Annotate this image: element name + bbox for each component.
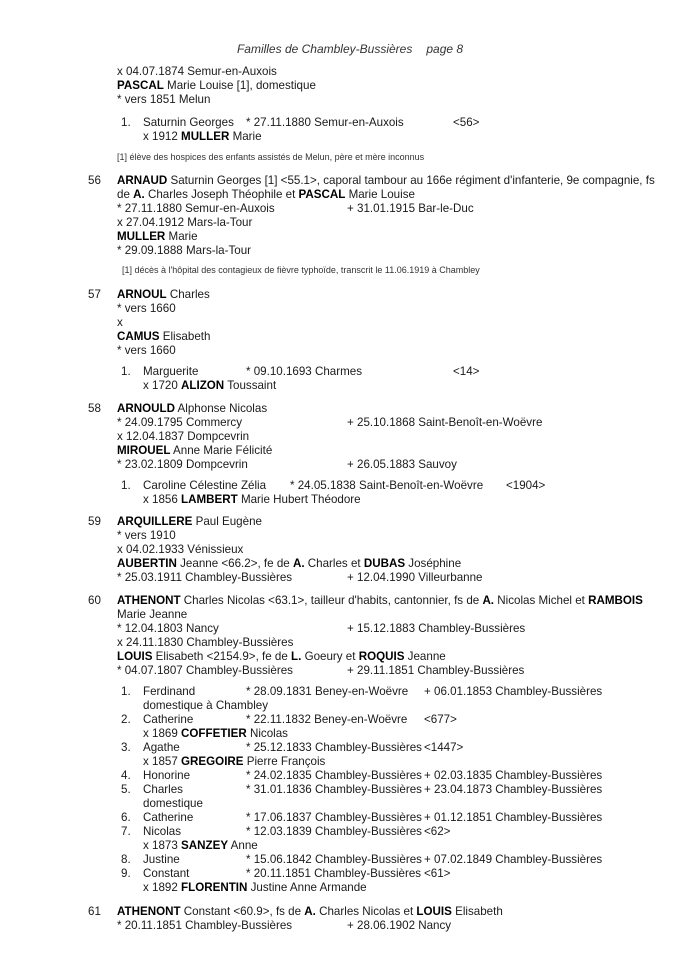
- text: Elisabeth <2154.9>, fe de: [152, 650, 292, 663]
- child-birth: * 24.02.1835 Chambley-Bussières: [246, 769, 422, 782]
- child-birth: * 28.09.1831 Beney-en-Woëvre: [246, 685, 409, 698]
- marriage-year: x 1869: [143, 727, 182, 740]
- child-ref: <56>: [453, 116, 480, 129]
- text: Charles et: [304, 557, 364, 570]
- spouse-given-names: Anne Marie Félicité: [170, 444, 273, 457]
- child-birth: * 27.11.1880 Semur-en-Auxois: [246, 116, 404, 129]
- surname: ATHENONT: [117, 905, 181, 918]
- marriage-info: x 12.04.1837 Dompcevrin: [117, 430, 250, 443]
- child-birth: * 20.11.1851 Chambley-Bussières: [246, 867, 422, 880]
- spouse-given-names: Nicolas: [246, 727, 288, 740]
- death-info: + 28.06.1902 Nancy: [347, 919, 452, 932]
- marriage-info: x 27.04.1912 Mars-la-Tour: [117, 216, 253, 229]
- text: Goeury et: [301, 650, 359, 663]
- child-name: Ferdinand: [143, 685, 196, 698]
- surname: ARNOUL: [117, 288, 167, 301]
- child-number: 1.: [121, 116, 131, 129]
- surname: ARQUILLERE: [117, 515, 193, 528]
- entry-number: 56: [88, 174, 101, 187]
- spouse-surname: LAMBERT: [181, 493, 238, 506]
- death-info: + 15.12.1883 Chambley-Bussières: [347, 622, 526, 635]
- spouse-death: + 29.11.1851 Chambley-Bussières: [347, 664, 525, 677]
- death-info: + 31.01.1915 Bar-le-Duc: [347, 202, 474, 215]
- given-names: Paul Eugène: [192, 515, 262, 528]
- child-number: 6.: [121, 811, 131, 824]
- child-name: Constant: [143, 867, 190, 880]
- child-birth: * 15.06.1842 Chambley-Bussières: [246, 853, 422, 866]
- surname: ATHENONT: [117, 594, 181, 607]
- child-name: Nicolas: [143, 825, 182, 838]
- child-ref: <14>: [453, 365, 480, 378]
- spouse-given-names: Elisabeth: [159, 330, 211, 343]
- text: Elisabeth: [451, 905, 503, 918]
- surname: ARNAUD: [117, 174, 168, 187]
- mother-surname: RAMBOIS: [588, 594, 643, 607]
- child-ref: <1447>: [424, 741, 464, 754]
- text: Charles Nicolas et: [315, 905, 417, 918]
- child-number: 2.: [121, 713, 131, 726]
- child-name: Charles: [143, 783, 183, 796]
- prelude-spouse-birth: * vers 1851 Melun: [117, 93, 211, 106]
- child-ref: <62>: [424, 825, 451, 838]
- spouse-birth: * 29.09.1888 Mars-la-Tour: [117, 244, 252, 257]
- text: Charles Nicolas <63.1>, tailleur d'habits, cantonnier, fs de: [180, 594, 483, 607]
- child-marriage: [143, 493, 361, 507]
- spouse-name: [117, 330, 210, 344]
- text: Nicolas Michel et: [494, 594, 589, 607]
- father-initial: L.: [291, 650, 302, 663]
- marriage-year: x 1912: [143, 130, 182, 143]
- child-ref: <61>: [424, 867, 451, 880]
- child-death: + 01.12.1851 Chambley-Bussières: [424, 811, 603, 824]
- text: Marie Louise: [345, 188, 415, 201]
- marriage-year: x 1873: [143, 839, 182, 852]
- spouse-given-names: Marie: [165, 230, 198, 243]
- spouse-surname: GREGOIRE: [181, 755, 244, 768]
- child-number: 8.: [121, 853, 131, 866]
- entry-number: 59: [88, 515, 101, 528]
- spouse-surname: MIROUEL: [117, 444, 171, 457]
- spouse-death: + 12.04.1990 Villeurbanne: [347, 571, 483, 584]
- child-death: + 02.03.1835 Chambley-Bussières: [424, 769, 603, 782]
- entry-parents: [117, 188, 415, 202]
- spouse-given-names: Marie: [229, 130, 262, 143]
- mother-surname: DUBAS: [363, 557, 406, 570]
- spouse-birth: * 04.07.1807 Chambley-Bussières: [117, 664, 293, 677]
- child-name: Agathe: [143, 741, 180, 754]
- text: Jeanne: [404, 650, 446, 663]
- spouse-surname: LOUIS: [117, 650, 153, 663]
- given-names: Charles: [166, 288, 210, 301]
- child-number: 3.: [121, 741, 131, 754]
- child-number: 1.: [121, 479, 131, 492]
- spouse-birth: * 23.02.1809 Dompcevrin: [117, 458, 248, 471]
- child-name: Justine: [143, 853, 180, 866]
- text: Joséphine: [405, 557, 462, 570]
- spouse-given-names: Toussaint: [224, 379, 277, 392]
- child-birth: * 17.06.1837 Chambley-Bussières: [246, 811, 422, 824]
- child-number: 7.: [121, 825, 131, 838]
- spouse-surname: SANZEY: [181, 839, 229, 852]
- mother-surname: PASCAL: [298, 188, 346, 201]
- father-initial: A.: [482, 594, 495, 607]
- mother-given-names: Marie Jeanne: [117, 608, 188, 621]
- child-number: 1.: [121, 685, 131, 698]
- mother-surname: ROQUIS: [358, 650, 405, 663]
- father-initial: A.: [292, 557, 305, 570]
- child-number: 4.: [121, 769, 131, 782]
- entry-number: 61: [88, 905, 101, 918]
- child-birth: * 31.01.1836 Chambley-Bussières: [246, 783, 422, 796]
- child-marriage: [143, 727, 288, 741]
- spouse-name: [117, 444, 272, 458]
- spouse-birth: * vers 1660: [117, 344, 176, 357]
- spouse-surname: ALIZON: [181, 379, 225, 392]
- birth-info: * 20.11.1851 Chambley-Bussières: [117, 919, 293, 932]
- entry-heading: [117, 905, 503, 919]
- mother-surname: LOUIS: [416, 905, 452, 918]
- father-initial: A.: [304, 905, 316, 918]
- text: Jeanne <66.2>, fe de: [176, 557, 293, 570]
- child-occupation: domestique à Chambley: [143, 699, 269, 712]
- child-death: + 06.01.1853 Chambley-Bussières: [424, 685, 603, 698]
- father-initial: A.: [133, 188, 145, 201]
- entry-number: 58: [88, 402, 101, 415]
- birth-info: * 12.04.1803 Nancy: [117, 622, 219, 635]
- spouse-death: + 26.05.1883 Sauvoy: [347, 458, 457, 471]
- spouse-given-names: Pierre François: [243, 755, 326, 768]
- death-info: + 25.10.1868 Saint-Benoît-en-Woëvre: [347, 416, 543, 429]
- text: de: [117, 188, 134, 201]
- entry-heading: [117, 515, 262, 529]
- page-header: [0, 42, 700, 56]
- child-ref: <1904>: [506, 479, 546, 492]
- entry-details: Saturnin Georges [1] <55.1>, caporal tambour au 166e régiment d'infanterie, 9e compagnie, fs: [167, 174, 655, 187]
- child-name: Caroline Célestine Zélia: [143, 479, 267, 492]
- child-birth: * 12.03.1839 Chambley-Bussières: [246, 825, 422, 838]
- spouse-surname: COFFETIER: [181, 727, 247, 740]
- spouse-surname: CAMUS: [117, 330, 160, 343]
- child-number: 9.: [121, 867, 131, 880]
- spouse-given-names: Marie Hubert Théodore: [237, 493, 361, 506]
- prelude-marriage: x 04.07.1874 Semur-en-Auxois: [117, 65, 277, 78]
- child-name: Marguerite: [143, 365, 199, 378]
- birth-info: * vers 1660: [117, 302, 176, 315]
- birth-info: * vers 1910: [117, 529, 176, 542]
- entry-heading: [117, 402, 267, 416]
- spouse-surname: MULLER: [117, 230, 166, 243]
- birth-info: * 24.09.1795 Commercy: [117, 416, 243, 429]
- spouse-surname: AUBERTIN: [117, 557, 177, 570]
- header-page-number: page 8: [426, 42, 464, 56]
- marriage-year: x 1856: [143, 493, 182, 506]
- spouse-name: [117, 230, 198, 244]
- spouse-name: [117, 557, 461, 571]
- marriage-year: x 1857: [143, 755, 182, 768]
- entry-number: 60: [88, 594, 101, 607]
- child-marriage: [143, 379, 276, 393]
- child-birth: * 25.12.1833 Chambley-Bussières: [246, 741, 422, 754]
- child-name: Catherine: [143, 713, 194, 726]
- marriage-year: x 1720: [143, 379, 182, 392]
- spouse-surname: PASCAL: [117, 79, 164, 92]
- footnote: [1] décès à l'hôpital des contagieux de fièvre typhoïde, transcrit le 11.06.1919 à Chambley: [122, 265, 480, 275]
- entry-number: 57: [88, 288, 101, 301]
- child-ref: <677>: [424, 713, 457, 726]
- spouse-surname: MULLER: [181, 130, 230, 143]
- marriage-info: x: [117, 316, 123, 329]
- child-name: Saturnin Georges: [143, 116, 234, 129]
- marriage-info: x 04.02.1933 Vénissieux: [117, 543, 244, 556]
- footnote: [1] élève des hospices des enfants assistés de Melun, père et mère inconnus: [117, 152, 425, 162]
- spouse-given-names: Marie Louise [1], domestique: [163, 79, 316, 92]
- header-title: Familles de Chambley-Bussières: [236, 42, 413, 56]
- child-death: + 23.04.1873 Chambley-Bussières: [424, 783, 603, 796]
- child-birth: * 09.10.1693 Charmes: [246, 365, 363, 378]
- child-birth: * 22.11.1832 Beney-en-Woëvre: [246, 713, 408, 726]
- prelude-spouse: [117, 79, 316, 93]
- marriage-info: x 24.11.1830 Chambley-Bussières: [117, 636, 294, 649]
- spouse-given-names: Anne: [228, 839, 258, 852]
- child-marriage: [143, 881, 367, 895]
- child-birth: * 24.05.1838 Saint-Benoît-en-Woëvre: [290, 479, 484, 492]
- text: Charles Joseph Théophile et: [144, 188, 299, 201]
- child-death: + 07.02.1849 Chambley-Bussières: [424, 853, 603, 866]
- child-marriage: [143, 839, 258, 853]
- child-number: 5.: [121, 783, 131, 796]
- child-number: 1.: [121, 365, 131, 378]
- child-marriage: [143, 130, 262, 144]
- spouse-given-names: Justine Anne Armande: [247, 881, 367, 894]
- child-occupation: domestique: [143, 797, 203, 810]
- given-names: Alphonse Nicolas: [174, 402, 268, 415]
- text: Constant <60.9>, fs de: [180, 905, 305, 918]
- entry-heading: [117, 594, 643, 608]
- entry-heading: [117, 288, 210, 302]
- spouse-name: [117, 650, 446, 664]
- child-marriage: [143, 755, 325, 769]
- child-name: Honorine: [143, 769, 191, 782]
- spouse-surname: FLORENTIN: [181, 881, 248, 894]
- surname: ARNOULD: [117, 402, 175, 415]
- spouse-birth: * 25.03.1911 Chambley-Bussières: [117, 571, 293, 584]
- child-name: Catherine: [143, 811, 194, 824]
- birth-info: * 27.11.1880 Semur-en-Auxois: [117, 202, 275, 215]
- marriage-year: x 1892: [143, 881, 182, 894]
- entry-heading: [117, 174, 655, 188]
